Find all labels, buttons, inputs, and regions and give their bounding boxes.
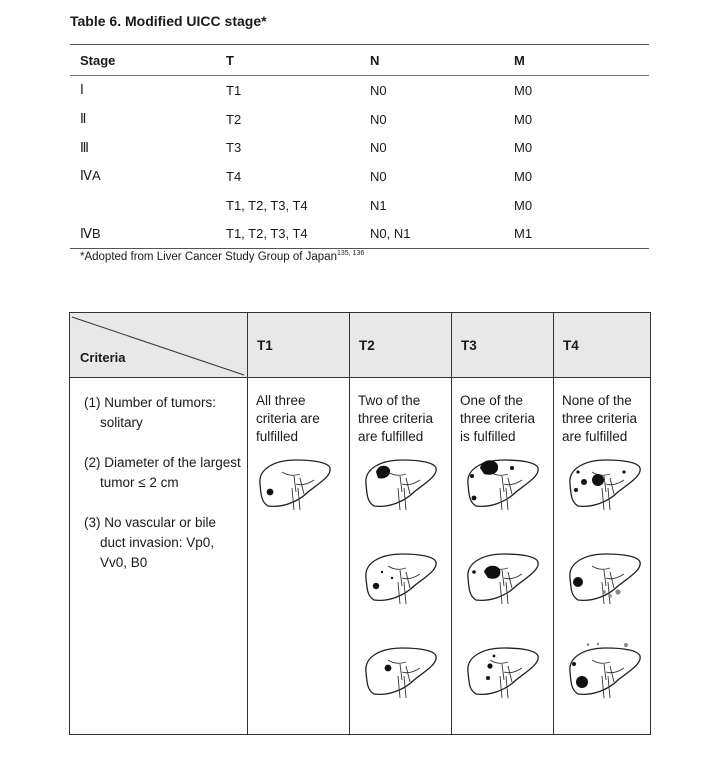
criteria-corner-header <box>70 313 248 378</box>
table-row <box>70 219 649 248</box>
description-line: three criteria <box>562 411 638 426</box>
diagonal-divider-line <box>70 313 247 377</box>
criterion-line: duct invasion: Vp0, <box>100 535 215 550</box>
m-cell: M0 <box>514 168 533 184</box>
t2-cell <box>350 378 452 735</box>
liver-illustration-icon <box>462 548 542 608</box>
table-row <box>70 133 649 162</box>
n-cell: N0, N1 <box>370 219 514 248</box>
n-cell: N1 <box>370 197 387 213</box>
t-cell: T4 <box>226 168 242 184</box>
stage-cell: Ⅲ <box>80 139 89 155</box>
liver-illustration-icon <box>564 548 644 608</box>
t-criteria-table <box>69 312 651 735</box>
table-row <box>70 105 649 134</box>
m-cell: M0 <box>514 111 533 127</box>
description-line: None of the <box>562 393 632 408</box>
table-header-row <box>70 45 649 76</box>
liver-illustration-icon <box>462 454 542 514</box>
description-line: All three <box>256 393 306 408</box>
description-line: are fulfilled <box>358 429 424 444</box>
column-header-t1: T1 <box>248 313 350 378</box>
liver-illustration-icon <box>360 454 440 514</box>
description-line: three criteria <box>358 411 434 426</box>
criteria-header-row <box>70 313 651 378</box>
stage-cell <box>70 191 226 220</box>
criterion-line: (2) Diameter of the largest <box>84 455 241 470</box>
liver-illustration-icon <box>360 642 440 702</box>
t-cell: T1 <box>226 82 242 98</box>
n-cell: N0 <box>370 168 387 184</box>
criterion-line: Vv0, B0 <box>100 555 148 570</box>
description-line: One of the <box>460 393 524 408</box>
t-cell: T2 <box>226 111 242 127</box>
stage-cell: ⅣB <box>70 219 226 248</box>
criterion-line: solitary <box>100 415 143 430</box>
column-header-t3: T3 <box>452 313 554 378</box>
criterion-3 <box>84 513 247 573</box>
criteria-list-cell <box>70 378 248 735</box>
stage-cell: Ⅰ <box>80 82 84 98</box>
stage-cell: Ⅱ <box>80 111 87 127</box>
stage-cell: ⅣA <box>80 168 101 184</box>
t2-description <box>350 378 451 446</box>
header-n: N <box>370 45 514 76</box>
m-cell: M0 <box>514 82 533 98</box>
t1-cell <box>248 378 350 735</box>
header-stage: Stage <box>70 45 226 76</box>
t4-cell <box>554 378 651 735</box>
header-t: T <box>226 45 370 76</box>
criterion-1 <box>84 393 247 433</box>
t-cell: T1, T2, T3, T4 <box>226 219 370 248</box>
criteria-body-row <box>70 378 651 735</box>
m-cell: M0 <box>514 197 533 213</box>
footnote-text: *Adopted from Liver Cancer Study Group of Japan <box>80 250 337 263</box>
liver-illustration-icon <box>564 454 644 514</box>
liver-illustration-icon <box>254 454 334 514</box>
criterion-line: tumor ≤ 2 cm <box>100 475 179 490</box>
description-line: three criteria <box>460 411 536 426</box>
t-cell: T1, T2, T3, T4 <box>226 197 308 213</box>
t3-cell <box>452 378 554 735</box>
header-m: M <box>514 45 649 76</box>
table-footnote <box>80 250 364 263</box>
liver-illustration-icon <box>462 642 542 702</box>
liver-illustration-icon <box>360 548 440 608</box>
footnote-references: 135, 136 <box>336 250 365 257</box>
table-row <box>70 162 649 191</box>
n-cell: N0 <box>370 140 387 156</box>
m-cell: M1 <box>514 219 649 248</box>
t-cell: T3 <box>226 140 242 156</box>
t4-description <box>554 378 650 446</box>
description-line: are fulfilled <box>562 429 628 444</box>
liver-illustration-icon <box>564 642 644 702</box>
description-line: fulfilled <box>256 429 299 444</box>
n-cell: N0 <box>370 82 387 98</box>
criterion-line: (1) Number of tumors: <box>84 395 217 410</box>
column-header-t2: T2 <box>350 313 452 378</box>
t3-description <box>452 378 553 446</box>
table-title: Table 6. Modified UICC stage* <box>70 13 267 29</box>
n-cell: N0 <box>370 111 387 127</box>
column-header-t4: T4 <box>554 313 651 378</box>
criteria-label: Criteria <box>80 350 126 365</box>
table-row <box>70 191 649 220</box>
criterion-2 <box>84 453 247 493</box>
table-row <box>70 76 649 105</box>
t1-description <box>248 378 349 446</box>
criterion-line: (3) No vascular or bile <box>84 515 217 530</box>
description-line: criteria are <box>256 411 320 426</box>
description-line: is fulfilled <box>460 429 516 444</box>
description-line: Two of the <box>358 393 421 408</box>
uicc-stage-table <box>70 44 649 249</box>
m-cell: M0 <box>514 140 533 156</box>
